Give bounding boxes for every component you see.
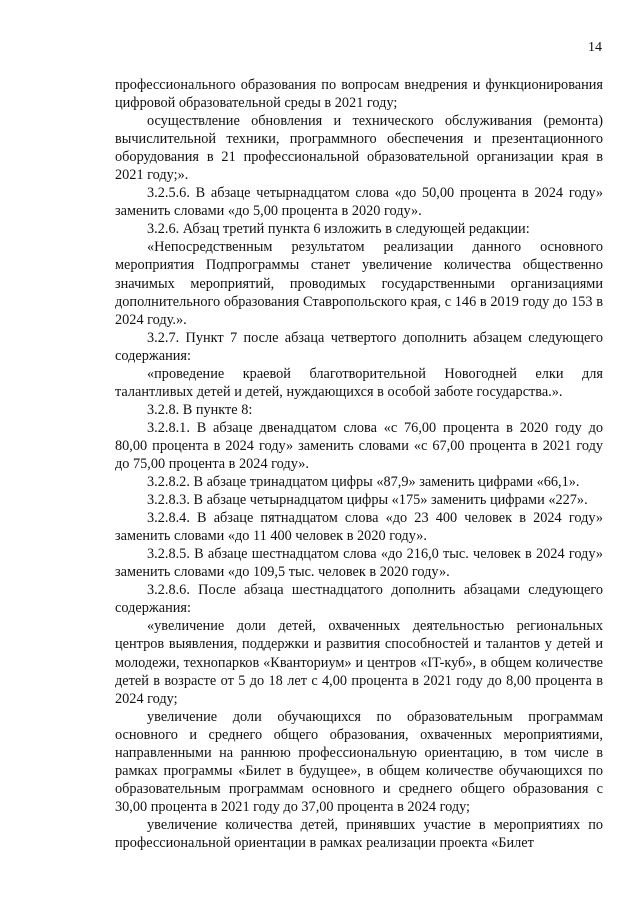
paragraph: 3.2.6. Абзац третий пункта 6 изложить в следующей редакции:: [147, 221, 530, 238]
document-body: [115, 76, 603, 852]
paragraph: «проведение краевой благотворительной Новогодней елки для талантливых детей и детей, нуждающихся в особой заботе государства.».: [115, 365, 603, 400]
paragraph: 3.2.8. В пункте 8:: [147, 401, 253, 418]
paragraph: 3.2.8.2. В абзаце тринадцатом цифры «87,9» заменить цифрами «66,1».: [147, 474, 580, 491]
paragraph: «Непосредственным результатом реализации данного основного мероприятия Подпрограммы станет увеличение количества общественно значимых мероприятий, проводимых государственными организациями дополнительного образования Ставропольского края, с 146 в 2019 году до 153 в 2024 году.».: [115, 239, 603, 328]
paragraph: увеличение доли обучающихся по образовательным программам основного и среднего общего образования, охваченных мероприятиями, направленными на раннюю профессиональную ориентацию, в том числе в рамках программы «Билет в будущее», в общем количестве обучающихся по образовательным программам основного и среднего общего образования с 30,00 процента в 2021 году до 37,00 процента в 2024 году;: [115, 708, 603, 815]
paragraph: 3.2.8.1. В абзаце двенадцатом слова «с 76,00 процента в 2020 году до 80,00 процента в 2024 году» заменить словами «с 67,00 процента в 2021 году до 75,00 процента в 2024 году».: [115, 419, 603, 472]
paragraph: профессионального образования по вопросам внедрения и функционирования цифровой образовательной среды в 2021 году;: [115, 77, 603, 112]
paragraph: осуществление обновления и технического обслуживания (ремонта) вычислительной техники, программного обеспечения и презентационного оборудования в 21 профессиональной образовательной организации края в 2021 году;».: [115, 113, 603, 184]
paragraph: 3.2.8.4. В абзаце пятнадцатом слова «до 23 400 человек в 2024 году» заменить словами «до 11 400 человек в 2020 году».: [115, 510, 603, 545]
paragraph: «увеличение доли детей, охваченных деятельностью региональных центров выявления, поддержки и развития способностей и талантов у детей и молодежи, технопарков «Кванториум» и центров «IT-куб», в общем количестве детей в возрасте от 5 до 18 лет с 4,00 процента в 2021 году до 8,00 процента в 2024 году;: [115, 618, 603, 707]
paragraph: 3.2.8.5. В абзаце шестнадцатом слова «до 216,0 тыс. человек в 2024 году» заменить словами «до 109,5 тыс. человек в 2020 году».: [115, 546, 603, 581]
paragraph: увеличение количества детей, принявших участие в мероприятиях по профессиональной ориентации в рамках реализации проекта «Билет: [115, 816, 603, 851]
paragraph: 3.2.5.6. В абзаце четырнадцатом слова «до 50,00 процента в 2024 году» заменить словами «до 5,00 процента в 2020 году».: [115, 185, 603, 220]
paragraph: 3.2.7. Пункт 7 после абзаца четвертого дополнить абзацем следующего содержания:: [115, 329, 603, 364]
paragraph: 3.2.8.3. В абзаце четырнадцатом цифры «175» заменить цифрами «227».: [147, 492, 588, 509]
paragraph: 3.2.8.6. После абзаца шестнадцатого дополнить абзацами следующего содержания:: [115, 582, 603, 617]
page-number: 14: [588, 40, 602, 55]
